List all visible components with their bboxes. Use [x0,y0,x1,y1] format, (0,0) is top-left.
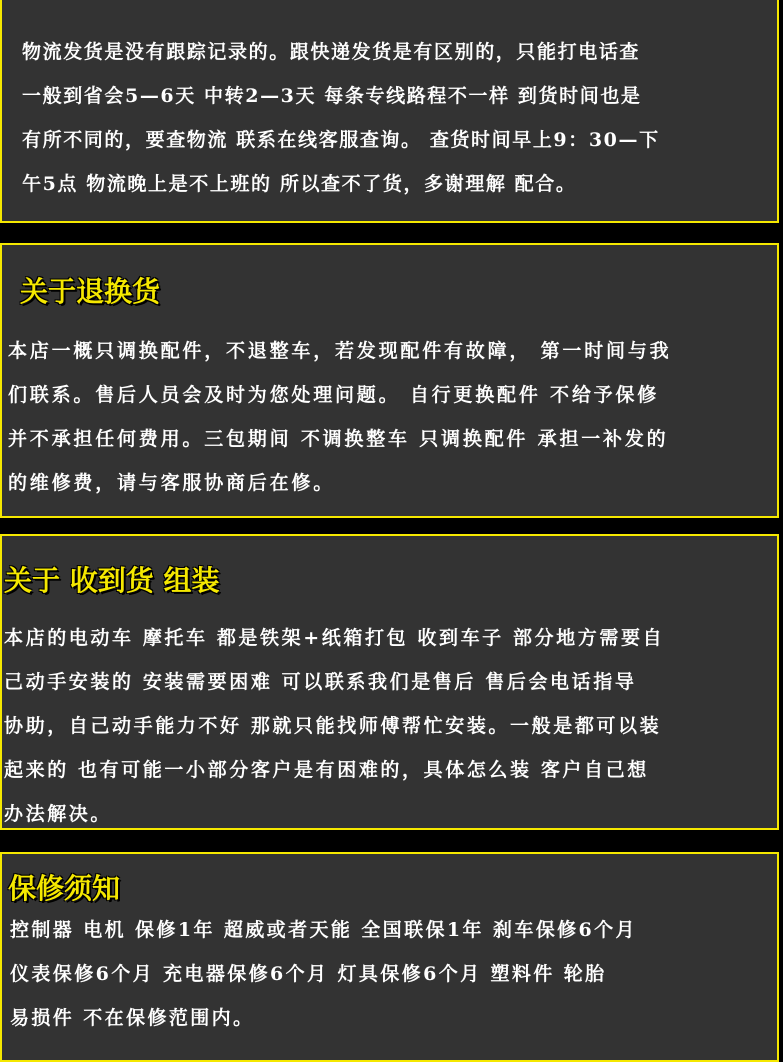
assembly-text [4,616,664,830]
assembly-heading: 关于 收到货 组装 [4,564,220,597]
returns-exchange-panel [0,243,779,518]
text-line: 办法解决。 [4,803,113,825]
text-line: 本店一概只调换配件，不退整车，若发现配件有故障， 第一时间与我 [8,340,672,362]
text-line: 一般到省会5—6天 中转2—3天 每条专线路程不一样 到货时间也是 [22,85,642,107]
logistics-info-text [22,30,660,206]
text-line: 易损件 不在保修范围内。 [10,1007,255,1029]
warranty-panel [0,852,779,1062]
text-line: 们联系。售后人员会及时为您处理问题。 自行更换配件 不给予保修 [8,384,660,406]
returns-exchange-text [8,329,671,505]
text-line: 有所不同的，要查物流 联系在线客服查询。 查货时间早上9：30—下 [22,129,660,151]
text-line: 的维修费，请与客服协商后在修。 [8,472,336,494]
text-line: 物流发货是没有跟踪记录的。跟快递发货是有区别的，只能打电话查 [22,41,641,63]
text-line: 控制器 电机 保修1年 超威或者天能 全国联保1年 刹车保修6个月 [10,919,637,941]
text-line: 并不承担任何费用。三包期间 不调换整车 只调换配件 承担一补发的 [8,428,669,450]
text-line: 仪表保修6个月 充电器保修6个月 灯具保修6个月 塑料件 轮胎 [10,963,607,985]
assembly-panel [0,534,779,830]
logistics-info-panel [0,0,779,223]
warranty-text [10,908,637,1040]
warranty-heading: 保修须知 [8,872,121,905]
returns-exchange-heading: 关于退换货 [20,275,161,308]
text-line: 己动手安装的 安装需要困难 可以联系我们是售后 售后会电话指导 [4,671,637,693]
text-line: 协助，自己动手能力不好 那就只能找师傅帮忙安装。一般是都可以装 [4,715,662,737]
text-line: 本店的电动车 摩托车 都是铁架+纸箱打包 收到车子 部分地方需要自 [4,627,665,649]
text-line: 午5点 物流晚上是不上班的 所以查不了货，多谢理解 配合。 [22,173,577,195]
text-line: 起来的 也有可能一小部分客户是有困难的，具体怎么装 客户自己想 [4,759,649,781]
